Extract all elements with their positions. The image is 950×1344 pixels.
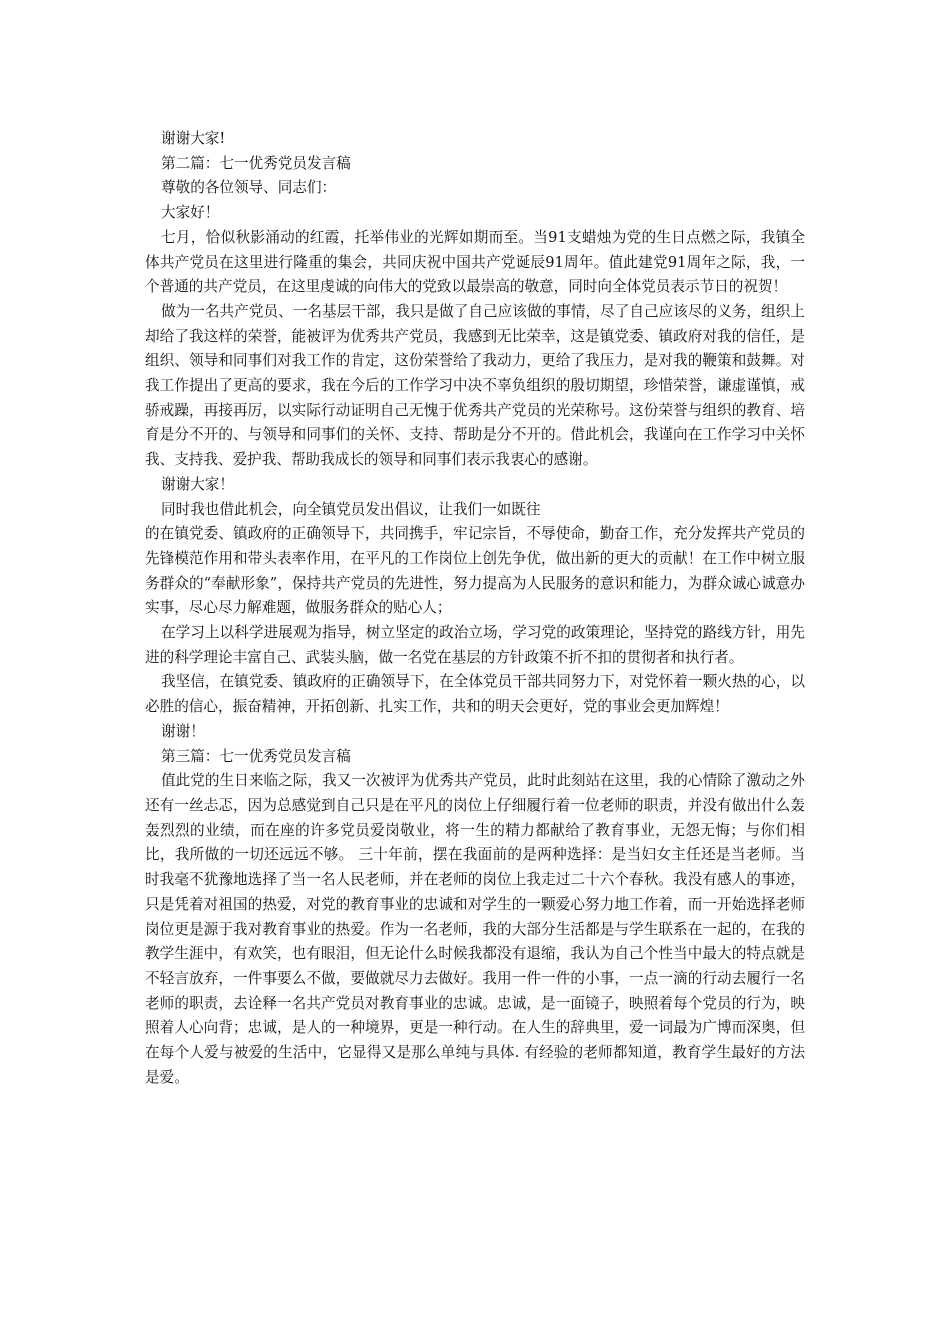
- paragraph-thanks-2: 谢谢大家！: [161, 475, 234, 493]
- paragraph-honor: 做为一名共产党员、一名基层干部，我只是做了自己应该做的事情，尽了自己应该尽的义务，组织上却给了我这样的荣誉，能被评为优秀共产党员，我感到无比荣幸，这是镇党委、镇政府对我的信任，是组织、领导和同事们对我工作的肯定，这份荣誉给了我动力，更给了我压力，是对我的鞭策和鼓舞。对我工作提出了更高的要求，我在今后的工作学习中决不辜负组织的殷切期望，珍惜荣誉，谦虚谨慎，戒骄戒躁，再接再厉，以实际行动证明自己无愧于优秀共产党员的光荣称号。这份荣誉与组织的教育、培育是分不开的、与领导和同事们的关怀、支持、帮助是分不开的。借此机会，我谨向在工作学习中关怀我、支持我、爱护我、帮助我成长的领导和同事们表示我衷心的感谢。: [145, 302, 805, 469]
- section-title-3: 第三篇：七一优秀党员发言稿: [161, 747, 351, 765]
- paragraph-initiative: 同时我也借此机会，向全镇党员发出倡议，让我们一如既往: [161, 500, 541, 518]
- salutation: 尊敬的各位领导、同志们：: [161, 179, 337, 197]
- paragraph-thanks-1: 谢谢大家!: [161, 130, 226, 147]
- paragraph-thanks-3: 谢谢！: [161, 722, 205, 740]
- paragraph-teacher: 值此党的生日来临之际，我又一次被评为优秀共产党员，此时此刻站在这里，我的心情除了激动之外还有一丝忐忑，因为总感觉到自己只是在平凡的岗位上仔细履行着一位老师的职责，并没有做出什么轰轰烈烈的业绩，而在座的许多党员爱岗敬业，将一生的精力都献给了教育事业，无怨无悔；与你们相比，我所做的一切还远远不够。 三十年前，摆在我面前的是两种选择：是当妇女主任还是当老师。当时我毫不犹豫地选择了当一名人民老师，并在老师的岗位上我走过二十六个春秋。我没有感人的事迹，只是凭着对祖国的热爱，对党的教育事业的忠诚和对学生的一颗爱心努力地工作着，而一开始选择老师岗位更是源于我对教育事业的热爱。作为一名老师，我的大部分生活都是与学生联系在一起的，在我的教学生涯中，有欢笑，也有眼泪，但无论什么时候我都没有退缩，我认为自己个性当中最大的特点就是不轻言放弃，一件事要么不做，要做就尽力去做好。我用一件一件的小事，一点一滴的行动去履行一名老师的职责，去诠释一名共产党员对教育事业的忠诚。忠诚，是一面镜子，映照着每个党员的行为，映照着人心向背；忠诚，是人的一种境界，更是一种行动。在人生的辞典里，爱一词最为广博而深奥，但在每个人爱与被爱的生活中，它显得又是那么单纯与具体. 有经验的老师都知道，教育学生最好的方法是爱。: [145, 772, 805, 1086]
- document-body: [145, 127, 805, 1090]
- paragraph-belief: 我坚信，在镇党委、镇政府的正确领导下，在全体党员干部共同努力下，对党怀着一颗火热的心，以必胜的信心，振奋精神，开拓创新、扎实工作，共和的明天会更好，党的事业会更加辉煌！: [145, 673, 805, 716]
- paragraph-july: 七月，恰似秋影涌动的红霞，托举伟业的光辉如期而至。当91支蜡烛为党的生日点燃之际，我镇全体共产党员在这里进行隆重的集会，共同庆祝中国共产党诞辰91周年。值此建党91周年之际，我，一个普通的共产党员，在这里虔诚的向伟大的党致以最崇高的敬意，同时向全体党员表示节日的祝贺！: [145, 228, 805, 296]
- greeting: 大家好！: [161, 204, 220, 222]
- paragraph-study: 在学习上以科学进展观为指导，树立坚定的政治立场，学习党的政策理论，坚持党的路线方针，用先进的科学理论丰富自己、武装头脑，做一名党在基层的方针政策不折不扣的贯彻者和执行者。: [145, 624, 805, 666]
- section-title-2: 第二篇：七一优秀党员发言稿: [161, 154, 351, 172]
- paragraph-leadership: 的在镇党委、镇政府的正确领导下，共同携手，牢记宗旨，不辱使命，勤奋工作，充分发挥共产党员的先锋模范作用和带头表率作用，在平凡的工作岗位上创先争优，做出新的更大的贡献！在工作中树立服务群众的“奉献形象”，保持共产党员的先进性，努力提高为人民服务的意识和能力，为群众诚心诚意办实事，尽心尽力解难题，做服务群众的贴心人；: [145, 525, 805, 617]
